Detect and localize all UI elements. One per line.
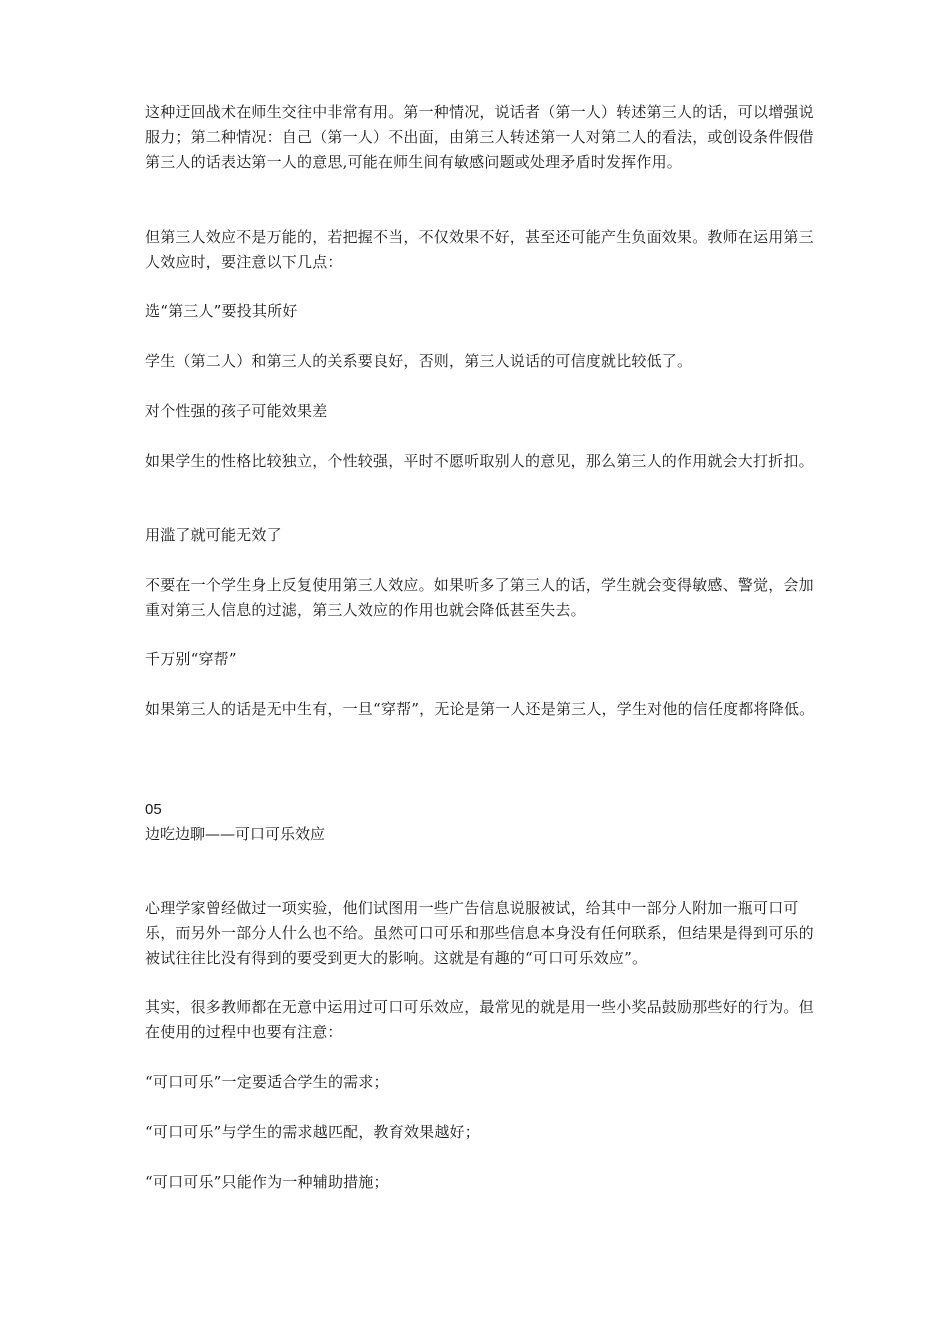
list-item-suit-needs: “可口可乐”一定要适合学生的需求； — [145, 1073, 389, 1091]
subheading-choose-third-person: 选“第三人”要投其所好 — [145, 302, 298, 320]
paragraph-independent-student: 如果学生的性格比较独立，个性较强，平时不愿听取别人的意见，那么第三人的作用就会大打折扣。 — [145, 452, 814, 470]
paragraph-circuitous-tactic: 这种迂回战术在师生交往中非常有用。第一种情况，说话者（第一人）转述第三人的话，可以增强说服力；第二种情况：自己（第一人）不出面，由第三人转述第一人对第二人的看法，或创设条件假借第三人的话表达第一人的意思,可能在师生间有敏感问题或处理矛盾时发挥作用。 — [145, 103, 814, 171]
subheading-dont-get-exposed: 千万别“穿帮” — [145, 650, 237, 668]
subheading-strong-personality: 对个性强的孩子可能效果差 — [145, 402, 328, 420]
paragraph-repeated-use: 不要在一个学生身上反复使用第三人效应。如果听多了第三人的话，学生就会变得敏感、警觉，会加重对第三人信息的过滤，第三人效应的作用也就会降低甚至失去。 — [145, 576, 814, 619]
paragraph-not-omnipotent: 但第三人效应不是万能的，若把握不当，不仅效果不好，甚至还可能产生负面效果。教师在运用第三人效应时，要注意以下几点： — [145, 228, 814, 271]
paragraph-good-relationship: 学生（第二人）和第三人的关系要良好，否则，第三人说话的可信度就比较低了。 — [145, 352, 693, 370]
section-number: 05 — [145, 801, 162, 818]
paragraph-teachers-use: 其实，很多教师都在无意中运用过可口可乐效应，最常见的就是用一些小奖品鼓励那些好的行为。但在使用的过程中也要有注意： — [145, 998, 814, 1041]
paragraph-fabricated-words: 如果第三人的话是无中生有，一旦“穿帮”，无论是第一人还是第三人，学生对他的信任度都将降低。 — [145, 700, 815, 718]
list-item-auxiliary-measure: “可口可乐”只能作为一种辅助措施； — [145, 1173, 389, 1191]
paragraph-coca-cola-experiment: 心理学家曾经做过一项实验，他们试图用一些广告信息说服被试，给其中一部分人附加一瓶可口可乐，而另外一部分人什么也不给。虽然可口可乐和那些信息本身没有任何联系，但结果是得到可乐的被试往往比没有得到的要受到更大的影响。这就是有趣的“可口可乐效应”。 — [145, 899, 814, 967]
section-title: 边吃边聊——可口可乐效应 — [145, 825, 326, 843]
subheading-overuse: 用滥了就可能无效了 — [145, 526, 282, 544]
list-item-match-needs: “可口可乐”与学生的需求越匹配，教育效果越好； — [145, 1123, 480, 1141]
